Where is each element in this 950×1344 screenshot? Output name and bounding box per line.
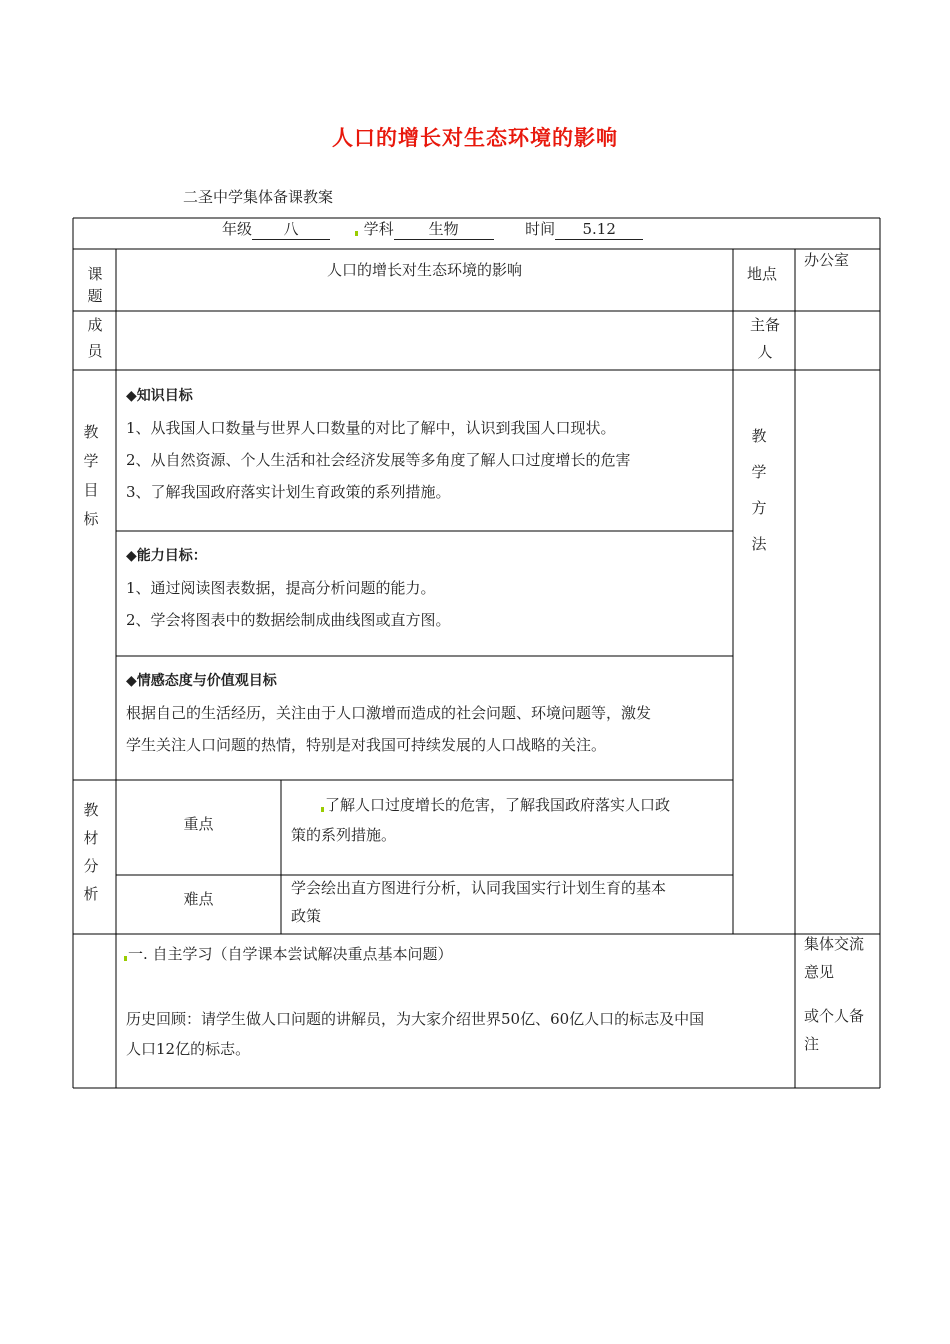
lead-label: 主备人 <box>749 316 780 361</box>
topic-label: 课题 <box>87 265 103 305</box>
difficulty-line: 政策 <box>291 907 322 925</box>
objectives-label: 教学目标 <box>83 423 99 528</box>
grade-label: 年级 <box>222 220 253 238</box>
key-point-line: 策的系列措施。 <box>291 826 397 844</box>
side-note-line: 注 <box>804 1035 820 1053</box>
side-note-line: 或个人备 <box>804 1007 865 1025</box>
history-line: 历史回顾：请学生做人口问题的讲解员，为大家介绍世界50亿、60亿人口的标志及中国 <box>126 1010 705 1028</box>
marker-dot <box>124 956 127 961</box>
side-note-line: 集体交流 <box>804 935 865 953</box>
side-notes <box>804 930 864 1058</box>
time-label: 时间 <box>525 220 556 238</box>
place-value: 办公室 <box>804 251 850 269</box>
knowledge-heading: ◆知识目标 <box>126 388 193 404</box>
difficulty-label: 难点 <box>183 890 214 908</box>
attitude-line: 学生关注人口问题的热情，特别是对我国可持续发展的人口战略的关注。 <box>126 736 607 754</box>
history-line: 人口12亿的标志。 <box>126 1040 251 1058</box>
key-point-content <box>291 790 670 850</box>
history-review <box>126 1004 704 1064</box>
document-title: 人口的增长对生态环境的影响 <box>332 125 618 150</box>
ability-item: 1、通过阅读图表数据，提高分析问题的能力。 <box>126 579 436 597</box>
time-value: 5.12 <box>555 219 643 240</box>
place-label: 地点 <box>747 265 778 283</box>
ability-heading: ◆能力目标： <box>126 548 207 564</box>
knowledge-item: 3、了解我国政府落实计划生育政策的系列措施。 <box>126 483 451 501</box>
ability-objectives <box>126 540 451 636</box>
method-label: 教学方法 <box>751 427 767 553</box>
marker-dot <box>321 807 324 812</box>
side-note-line: 意见 <box>804 963 835 981</box>
ability-item: 2、学会将图表中的数据绘制成曲线图或直方图。 <box>126 611 451 629</box>
attitude-line: 根据自己的生活经历，关注由于人口激增而造成的社会问题、环境问题等，激发 <box>126 704 652 722</box>
knowledge-objectives <box>126 380 631 508</box>
subject-value: 生物 <box>394 219 494 240</box>
school-line: 二圣中学集体备课教案 <box>183 188 334 206</box>
self-study-section <box>124 944 453 964</box>
key-point-line: 了解人口过度增长的危害，了解我国政府落实人口政 <box>325 796 671 814</box>
marker-dot <box>355 231 358 236</box>
self-study-title: 一. 自主学习（自学课本尝试解决重点基本问题） <box>128 945 453 963</box>
knowledge-item: 2、从自然资源、个人生活和社会经济发展等多角度了解人口过度增长的危害 <box>126 451 631 469</box>
key-point-label: 重点 <box>183 815 214 833</box>
attitude-heading: ◆情感态度与价值观目标 <box>126 673 277 689</box>
header-row <box>222 219 643 240</box>
subject-label: 学科 <box>363 220 394 238</box>
attitude-objectives <box>126 665 651 761</box>
difficulty-content <box>291 874 666 930</box>
knowledge-item: 1、从我国人口数量与世界人口数量的对比了解中，认识到我国人口现状。 <box>126 419 616 437</box>
difficulty-line: 学会绘出直方图进行分析，认同我国实行计划生育的基本 <box>291 879 667 897</box>
analysis-label: 教材分析 <box>83 801 99 903</box>
topic-value: 人口的增长对生态环境的影响 <box>326 261 522 279</box>
members-label: 成员 <box>87 316 103 360</box>
grade-value: 八 <box>252 219 330 240</box>
